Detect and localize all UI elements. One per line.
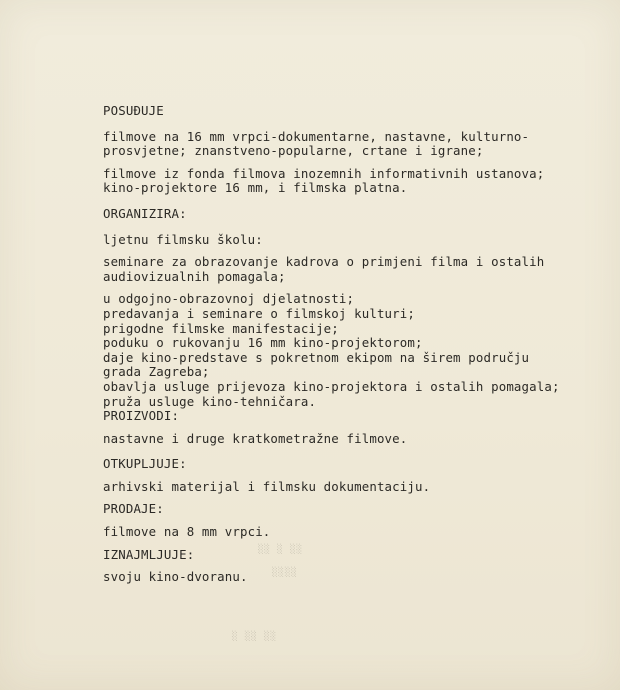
show-through-smudge: ░░░░ [272, 568, 298, 578]
text-line: u odgojno-obrazovnoj djelatnosti; [103, 291, 355, 307]
text-line: obavlja usluge prijevoza kino-projektora i ostalih pomagala; [103, 378, 560, 394]
section-heading-prodaje: PRODAJE: [103, 501, 164, 517]
section-heading-organizira: ORGANIZIRA: [103, 205, 187, 221]
text-line: pruža usluge kino-tehničara. [103, 393, 317, 409]
text-line: prosvjetne; znanstveno-popularne, crtane i igrane; [103, 143, 484, 159]
show-through-smudge: ░░ ░ ░░ [258, 545, 303, 555]
text-line: filmove iz fonda filmova inozemnih informativnih ustanova; [103, 165, 545, 181]
text-line: arhivski materijal i filmsku dokumentaciju. [103, 478, 431, 494]
text-line: seminare za obrazovanje kadrova o primjeni filma i ostalih [103, 254, 545, 270]
text-line: daje kino-predstave s pokretnom ekipom na širem području [103, 349, 530, 365]
section-heading-otkupljuje: OTKUPLJUJE: [103, 456, 187, 472]
text-line: ljetnu filmsku školu: [103, 231, 263, 247]
text-line: predavanja i seminare o filmskoj kulturi; [103, 305, 416, 321]
show-through-smudge: ░ ░░ ░░ [232, 632, 277, 642]
text-line: grada Zagreba; [103, 364, 210, 380]
section-heading-proizvodi: PROIZVODI: [103, 408, 180, 424]
text-line: filmove na 16 mm vrpci-dokumentarne, nastavne, kulturno- [103, 128, 530, 144]
text-line: poduku o rukovanju 16 mm kino-projektorom; [103, 335, 423, 351]
text-line: kino-projektore 16 mm, i filmska platna. [103, 180, 408, 196]
section-heading-iznajmljuje: IZNAJMLJUJE: [103, 546, 195, 562]
typed-text-body [103, 104, 603, 585]
text-line: audiovizualnih pomagala; [103, 268, 286, 284]
text-line: svoju kino-dvoranu. [103, 569, 248, 585]
section-heading-posuduje: POSUĐUJE [103, 103, 164, 118]
text-line: prigodne filmske manifestacije; [103, 320, 339, 336]
text-line: filmove na 8 mm vrpci. [103, 524, 271, 540]
text-line: nastavne i druge kratkometražne filmove. [103, 430, 408, 446]
